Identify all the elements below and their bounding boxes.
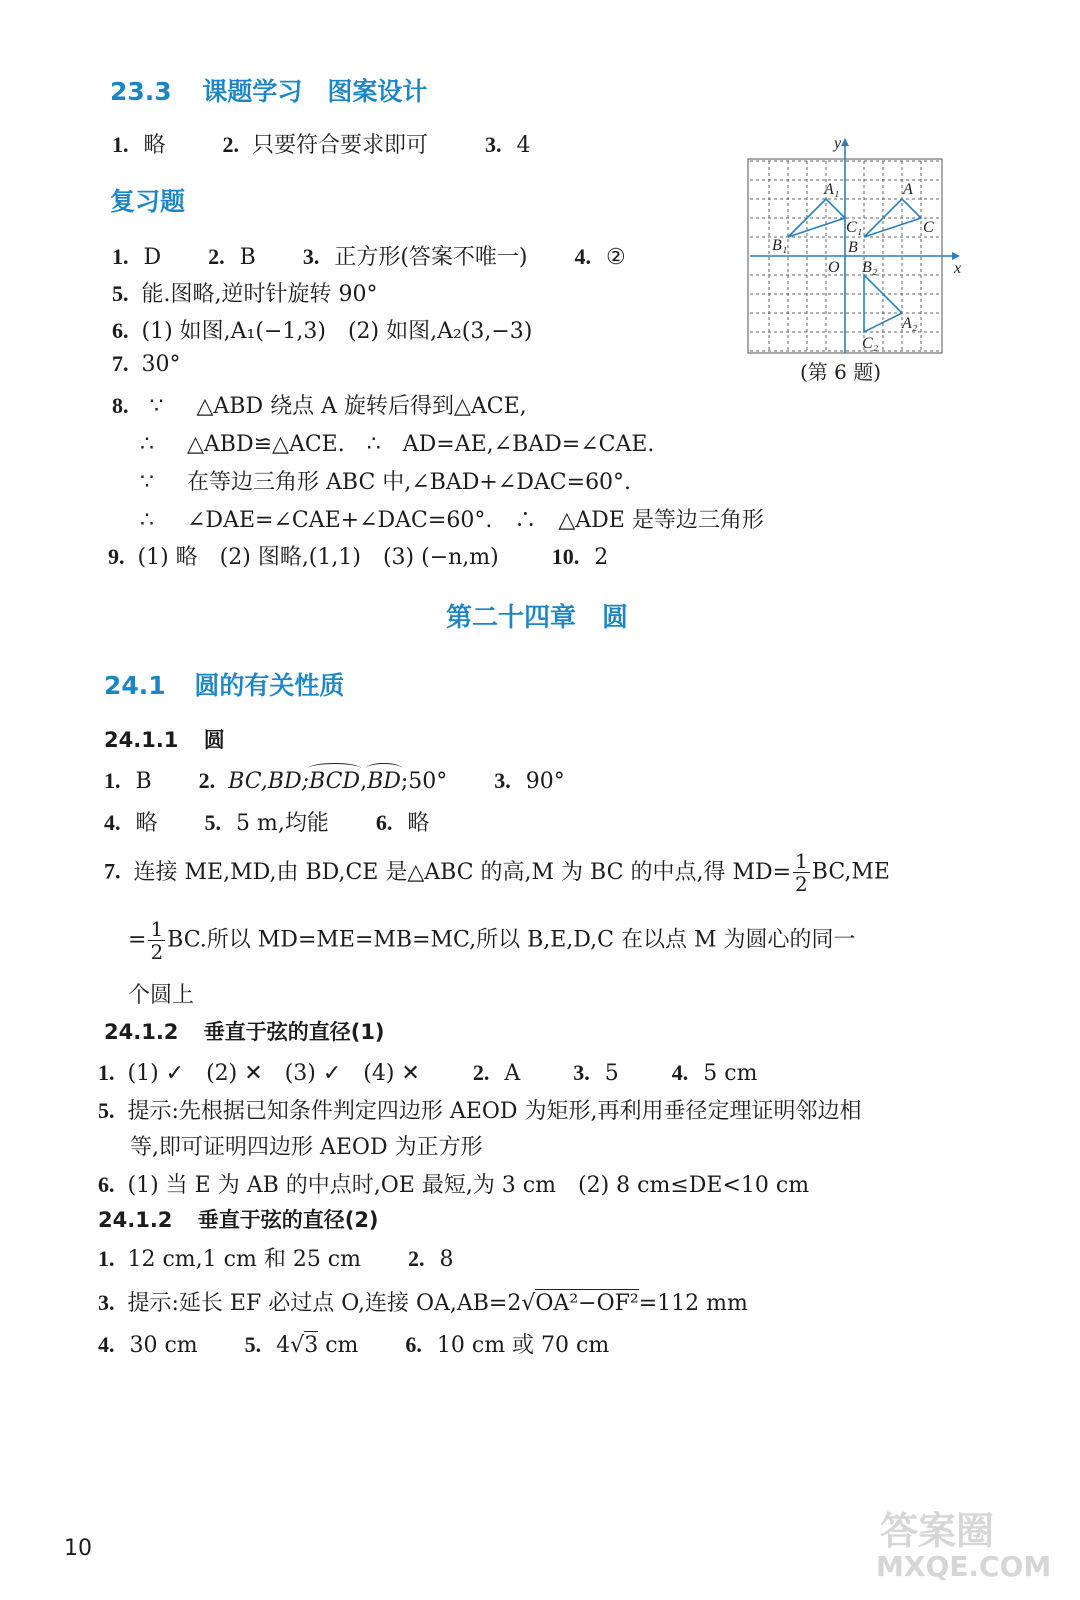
- because-symbol: ∵: [149, 394, 164, 419]
- answer-text: 30°: [141, 352, 181, 377]
- x-label: x: [954, 260, 962, 277]
- answer-line: [108, 540, 608, 571]
- answer-line: [98, 1242, 454, 1273]
- answer-text: 4: [516, 133, 531, 158]
- item-number: 3.: [98, 1290, 115, 1315]
- answer-text: 连接 ME,MD,由 BD,CE 是△ABC 的高,M 为 BC 的中点,得 MD=: [133, 859, 792, 885]
- fraction-half: [793, 850, 810, 895]
- answer-text: (1) ✓ (2) ✕ (3) ✓ (4) ✕: [127, 1061, 420, 1086]
- answer-text: 12 cm,1 cm 和 25 cm: [127, 1247, 361, 1272]
- coordinate-figure: [740, 128, 970, 388]
- answer-line: [104, 850, 890, 895]
- sqrt-sign: √: [521, 1291, 536, 1316]
- answer-text: 提示:延长 EF 必过点 O,连接 OA,AB=2: [127, 1291, 522, 1316]
- proof-line: [112, 389, 527, 420]
- numerator: 1: [150, 917, 164, 941]
- answer-line: [104, 806, 429, 837]
- item-number: 1.: [112, 132, 129, 157]
- section-24-1-heading: [104, 666, 344, 702]
- watermark-url: MXQE.COM: [876, 1550, 1052, 1583]
- chapter-title: 第二十四章 圆: [446, 603, 629, 633]
- answer-text: A: [504, 1061, 521, 1086]
- therefore-symbol: ∴: [140, 432, 154, 457]
- subsection-title: 圆: [203, 728, 225, 752]
- figure-caption: (第 6 题): [800, 360, 882, 384]
- label-a1: A₁: [824, 181, 840, 198]
- answer-line: [112, 277, 377, 308]
- answer-line: [98, 1056, 757, 1087]
- answer-text: =: [128, 927, 147, 953]
- item-number: 4.: [574, 244, 591, 269]
- item-number: 10.: [551, 544, 580, 569]
- answer-text: 等,即可证明四边形 AEOD 为正方形: [130, 1135, 483, 1160]
- subsection-number: 24.1.2: [104, 1020, 179, 1044]
- item-number: 2.: [408, 1246, 425, 1271]
- answer-text: (1) 略 (2) 图略,(1,1) (3) (−n,m): [137, 545, 499, 570]
- item-number: 4.: [671, 1060, 689, 1085]
- label-b: B: [848, 239, 858, 256]
- answer-line: [98, 1094, 862, 1125]
- answer-text: 正方形(答案不唯一): [334, 245, 528, 270]
- answer-text: 10 cm 或 70 cm: [436, 1333, 610, 1358]
- answer-line: [98, 1286, 748, 1317]
- denominator: 2: [150, 940, 164, 964]
- answer-text: ;50°: [400, 769, 448, 794]
- item-number: 3.: [302, 244, 320, 269]
- item-number: 3.: [494, 768, 511, 793]
- answer-text: B: [239, 245, 256, 270]
- section-23-3-heading: [110, 72, 427, 108]
- item-number: 9.: [108, 544, 125, 569]
- numerator: 1: [795, 849, 808, 873]
- item-number: 1.: [98, 1246, 115, 1271]
- answer-text: B: [135, 769, 152, 794]
- label-a: A: [903, 181, 913, 198]
- item-number: 5.: [204, 810, 222, 835]
- answer-line: [98, 1328, 609, 1359]
- answer-line: [112, 240, 626, 271]
- answer-text: BC.所以 MD=ME=MB=MC,所以 B,E,D,C 在以点 M 为圆心的同一: [167, 927, 856, 953]
- subsection-title: 垂直于弦的直径(2): [197, 1208, 379, 1232]
- item-number: 7.: [104, 858, 121, 884]
- item-number: 7.: [112, 351, 129, 376]
- answer-line: [130, 1130, 483, 1161]
- section-number: 24.1: [104, 671, 166, 700]
- answer-text: 略: [135, 811, 158, 836]
- section-title: 课题学习 图案设计: [202, 77, 428, 106]
- item-number: 2.: [198, 768, 216, 793]
- item-number: 2.: [222, 132, 240, 157]
- answer-text: cm: [318, 1333, 359, 1358]
- item-number: 5.: [112, 281, 129, 306]
- item-number: 5.: [98, 1098, 115, 1123]
- item-number: 6.: [112, 318, 129, 343]
- answer-text: 30 cm: [129, 1333, 198, 1358]
- answer-text: BC,BD;: [228, 769, 310, 794]
- answer-text: (1) 当 E 为 AB 的中点时,OE 最短,为 3 cm (2) 8 cm≤DE<10 cm: [127, 1173, 810, 1198]
- item-number: 6.: [98, 1172, 115, 1197]
- figure-svg: [740, 128, 970, 388]
- item-number: 1.: [112, 244, 129, 269]
- therefore-symbol: ∴: [140, 508, 154, 533]
- subsection-number: 24.1.2: [98, 1208, 173, 1232]
- answer-text: ②: [605, 245, 626, 270]
- answer-text: (1) 如图,A₁(−1,3) (2) 如图,A₂(3,−3): [141, 319, 533, 344]
- proof-line: [140, 427, 654, 458]
- item-number: 1.: [98, 1060, 115, 1085]
- origin-label: O: [828, 259, 840, 276]
- answer-text: 略: [143, 133, 166, 158]
- subsection-24-1-1: [104, 724, 225, 754]
- y-label: y: [834, 135, 842, 152]
- sqrt-sign: √: [290, 1333, 305, 1358]
- subsection-number: 24.1.1: [104, 728, 179, 752]
- answer-text: 略: [407, 811, 430, 836]
- arc-bcd: BCD: [309, 769, 361, 794]
- answer-text: 5: [604, 1061, 619, 1086]
- sqrt-radicand: 3: [304, 1333, 319, 1358]
- item-number: 4.: [98, 1332, 115, 1357]
- fraction-half: [148, 918, 165, 963]
- item-number: 2.: [472, 1060, 490, 1085]
- answer-text: ,: [360, 769, 368, 794]
- review-heading: 复习题: [110, 187, 186, 216]
- label-b2: B₂: [862, 259, 878, 276]
- answer-text: =112 mm: [638, 1291, 748, 1316]
- answer-line: [112, 128, 531, 159]
- item-number: 8.: [112, 393, 129, 418]
- item-number: 1.: [104, 768, 121, 793]
- subsection-24-1-2-part1: [104, 1016, 385, 1046]
- answer-text: 90°: [525, 769, 565, 794]
- answer-line: [112, 351, 181, 377]
- item-number: 4.: [104, 810, 121, 835]
- proof-text: 在等边三角形 ABC 中,∠BAD+∠DAC=60°.: [187, 470, 632, 495]
- subsection-24-1-2-part2: [98, 1204, 379, 1234]
- answer-text: D: [143, 245, 162, 270]
- arc-bd: BD: [367, 769, 401, 794]
- answer-text: BC,ME: [811, 859, 890, 885]
- proof-line: [140, 465, 631, 496]
- answer-text: 4: [276, 1333, 291, 1358]
- y-axis-arrow: [841, 138, 849, 146]
- proof-line: [140, 503, 764, 534]
- answer-text: 能.图略,逆时针旋转 90°: [141, 282, 378, 307]
- answer-line: [128, 978, 194, 1009]
- page-number: 10: [64, 1536, 92, 1561]
- label-a2: A₂: [902, 315, 918, 332]
- answer-text: 只要符合要求即可: [252, 133, 429, 158]
- answer-line: [104, 768, 565, 794]
- answer-text: 5 m,均能: [236, 811, 329, 836]
- label-c: C: [923, 219, 934, 236]
- section-title: 圆的有关性质: [194, 671, 345, 700]
- section-number: 23.3: [110, 77, 172, 106]
- answer-line: [128, 918, 856, 963]
- item-number: 6.: [375, 810, 393, 835]
- answer-line: [112, 314, 532, 345]
- proof-text: △ABD 绕点 A 旋转后得到△ACE,: [196, 394, 527, 419]
- label-c2: C₂: [862, 335, 879, 352]
- proof-text: △ABD≌△ACE. ∴ AD=AE,∠BAD=∠CAE.: [187, 432, 655, 457]
- item-number: 5.: [244, 1332, 262, 1357]
- label-b1: B₁: [772, 237, 788, 254]
- answer-text: 2: [594, 545, 609, 570]
- label-c1: C₁: [846, 219, 863, 236]
- answer-text: 个圆上: [128, 983, 195, 1008]
- x-axis-arrow: [952, 252, 960, 260]
- answer-text: 提示:先根据已知条件判定四边形 AEOD 为矩形,再利用垂径定理证明邻边相: [127, 1099, 862, 1124]
- item-number: 3.: [485, 132, 502, 157]
- proof-text: ∠DAE=∠CAE+∠DAC=60°. ∴ △ADE 是等边三角形: [187, 508, 764, 533]
- answer-text: 8: [439, 1247, 454, 1272]
- denominator: 2: [795, 872, 808, 896]
- answer-text: 5 cm: [703, 1061, 758, 1086]
- because-symbol: ∵: [140, 470, 154, 495]
- answer-line: [98, 1168, 809, 1199]
- item-number: 6.: [405, 1332, 422, 1357]
- item-number: 2.: [208, 244, 225, 269]
- subsection-title: 垂直于弦的直径(1): [203, 1020, 385, 1044]
- watermark-logo: 答案圈: [880, 1509, 995, 1553]
- sqrt-radicand: OA²−OF²: [535, 1291, 639, 1316]
- item-number: 3.: [573, 1060, 590, 1085]
